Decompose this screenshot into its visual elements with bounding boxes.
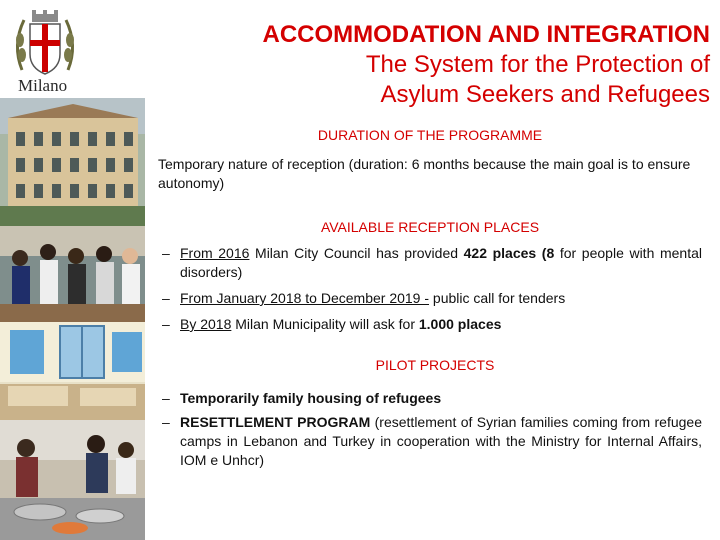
duration-text: Temporary nature of reception (duration: 6 months because the main goal is to ensure autonomy): [158, 156, 691, 191]
list-item-text: public call for tenders: [429, 290, 566, 306]
list-item-underlined: From 2016: [180, 245, 250, 261]
list-item: [158, 389, 702, 408]
bullet-dash: –: [162, 316, 170, 332]
slide-subtitle-line-2: Asylum Seekers and Refugees: [380, 81, 710, 108]
list-item: [158, 315, 702, 334]
list-item-bold: Temporarily family housing of refugees: [180, 390, 442, 406]
list-item-bold: 422 places (8: [463, 245, 555, 261]
photo-strip: [0, 98, 145, 540]
bullet-dash: –: [162, 390, 170, 406]
list-item-text: Milan City Council has provided: [249, 245, 464, 261]
list-item-underlined: By 2018: [180, 316, 232, 332]
kitchen-photo: [0, 420, 145, 540]
bullet-dash: –: [162, 290, 170, 306]
slide-header: [262, 20, 710, 110]
pilot-heading: PILOT PROJECTS: [375, 357, 495, 373]
bullet-dash: –: [162, 414, 170, 430]
list-item-text: for people with mental disorders): [180, 245, 702, 280]
slide-content: [158, 126, 702, 470]
bullet-dash: –: [162, 245, 170, 261]
places-heading: AVAILABLE RECEPTION PLACES: [320, 219, 540, 235]
list-item: [158, 289, 702, 308]
list-item: [158, 244, 702, 282]
list-item: [158, 413, 702, 470]
list-item-bold: RESETTLEMENT PROGRAM: [180, 414, 371, 430]
group-photo: [0, 226, 145, 322]
list-item-text: Milan Municipality will ask for: [231, 316, 419, 332]
logo-city-name: Milano: [18, 76, 68, 95]
list-item-underlined: From January 2018 to December 2019 -: [180, 290, 430, 306]
list-item-text: (resettlement of Syrian families coming from refugee camps in Lebanon and Turkey in cooperation with the Ministry for Internal Affairs, IOM e Unhcr): [180, 414, 702, 468]
duration-heading: DURATION OF THE PROGRAMME: [317, 127, 543, 143]
building-photo: [0, 98, 145, 226]
slide-subtitle-line-1: The System for the Protection of: [365, 51, 710, 78]
slide-title: ACCOMMODATION AND INTEGRATION: [262, 21, 710, 48]
room-photo: [0, 322, 145, 420]
list-item-bold: 1.000 places: [418, 316, 502, 332]
